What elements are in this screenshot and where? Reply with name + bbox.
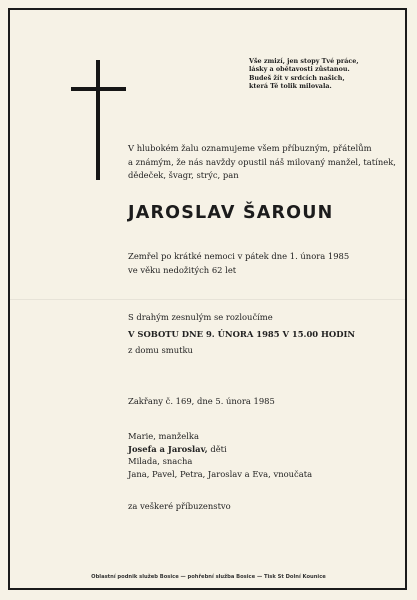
intro-line: a známým, že nás navždy opustil náš milovaný manžel, tatínek, [128,156,396,167]
funeral-date-time: V SOBOTU DNE 9. ÚNORA 1985 V 15.00 HODIN [128,328,356,339]
printer-footer: Oblastní podnik služeb Bosice — pohřební služba Bosice — Tisk St Dolní Kounice [91,574,326,580]
deceased-name: JAROSLAV ŠAROUN [128,203,334,223]
family-member-relation: děti [207,443,227,454]
family-member-name: Josefa a Jaroslav, [128,443,208,454]
cross-horizontal-bar [71,87,126,91]
family-list [128,430,312,480]
quote-line: Budeš žít v srdcích našich, [249,73,345,82]
family-member-name: Marie, [128,431,156,441]
cross-vertical-bar [96,60,100,180]
fold-line [10,299,407,300]
family-member-name: Jana, Pavel, Petra, Jaroslav a Eva, [128,468,271,479]
family-member [128,430,312,443]
family-member-relation: manželka [155,431,199,441]
farewell-location: z domu smutku [128,345,193,356]
quote-line: lásky a obětavosti zůstanou. [249,65,350,74]
death-details [128,250,349,277]
family-member [128,468,312,481]
place-and-date: Zakřany č. 169, dne 5. února 1985 [128,396,275,406]
farewell-info [128,311,355,358]
epitaph-quote [249,57,399,91]
death-line: ve věku nedožitých 62 let [128,264,237,275]
farewell-line: S drahým zesnulým se rozloučíme [128,312,273,322]
family-member-relation: snacha [159,456,193,467]
family-member [128,455,312,468]
family-member-name: Milada, [128,456,160,467]
intro-line: dědeček, švagr, strýc, pan [128,170,239,181]
announcement-intro [128,142,396,183]
quote-line: Vše zmizí, jen stopy Tvé práce, [249,57,359,65]
quote-line: která Tě tolik milovala. [249,82,332,91]
family-member [128,443,312,456]
intro-line: V hlubokém žalu oznamujeme všem příbuzným, přátelům [128,143,372,153]
family-member-relation: vnoučata [270,468,313,479]
death-line: Zemřel po krátké nemoci v pátek dne 1. února 1985 [128,251,350,261]
relatives-line: za veškeré příbuzenstvo [128,501,231,511]
